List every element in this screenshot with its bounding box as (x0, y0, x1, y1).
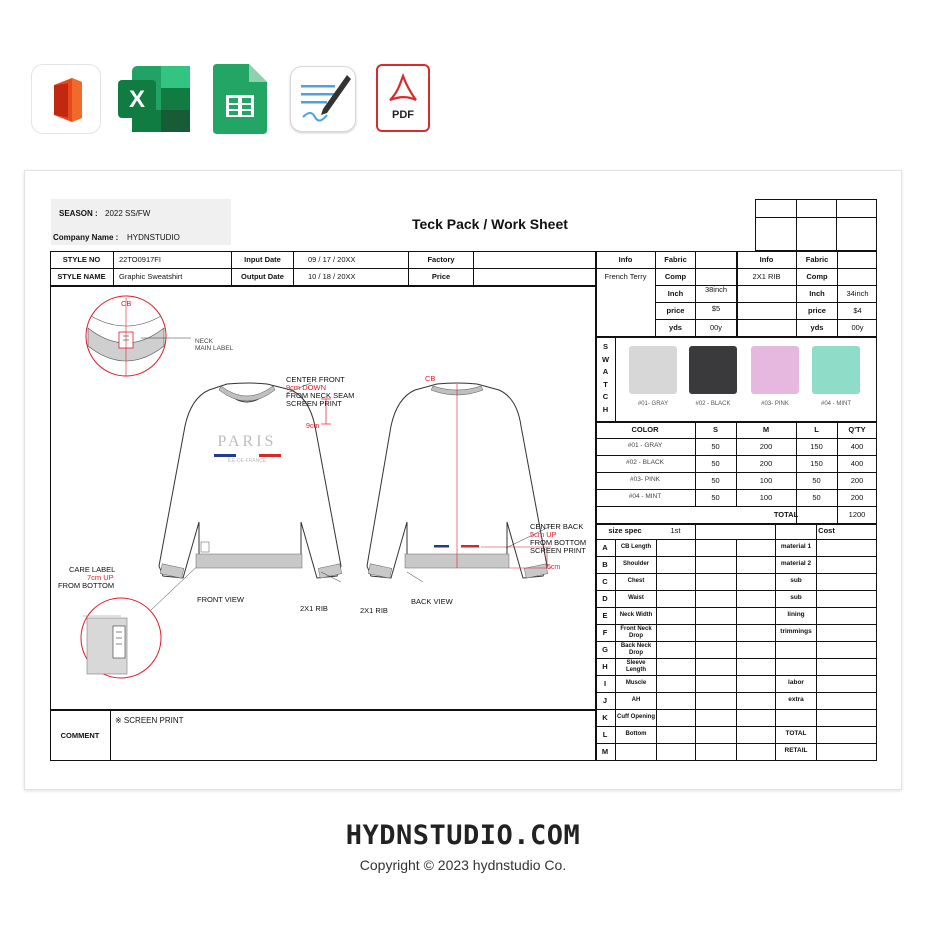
color-table-cell[interactable]: 50 (812, 475, 821, 485)
color-table-header: M (762, 424, 770, 434)
center-front-down: 9cm DOWN (286, 383, 326, 392)
fabric2-price-label: price (808, 305, 826, 315)
garment-drawing (51, 286, 595, 708)
size-spec-name: Front Neck Drop (620, 626, 652, 639)
notes-pen-icon (290, 66, 356, 132)
style-name-label: STYLE NAME (57, 271, 106, 281)
paris-sub-print: ÎLE-DE-FRANCE (227, 458, 267, 464)
tech-pack-sheet (24, 170, 902, 790)
fabric1-price-label: price (666, 305, 685, 315)
back-view-sweatshirt (321, 383, 551, 582)
color-table-cell[interactable]: #04 - MINT (628, 493, 662, 501)
cost-row-label (776, 641, 816, 658)
rib-front-label: 2X1 RIB (300, 604, 328, 613)
color-table-cell[interactable]: 200 (759, 441, 773, 451)
swatch-2 (689, 346, 737, 394)
fabric1-yds-value[interactable]: 00y (709, 322, 723, 332)
color-table-cell[interactable]: 200 (759, 458, 773, 468)
factory-label: Factory (427, 254, 455, 264)
color-table-cell[interactable]: 400 (850, 441, 864, 451)
screen-print-front: SCREEN PRINT (286, 399, 342, 408)
excel-icon (118, 64, 188, 134)
cb-back-label: CB (425, 374, 436, 383)
size-spec-name: Chest (627, 578, 645, 585)
cost-header: Cost (818, 526, 835, 536)
size-spec-name: Bottom (625, 731, 647, 738)
care-label-label: CARE LABEL (69, 565, 116, 574)
footer-domain[interactable]: HYDNSTUDIO.COM (345, 820, 581, 851)
sheet-title: Teck Pack / Work Sheet (412, 216, 568, 232)
fabric1-yds-label: yds (669, 322, 682, 332)
cost-row-label: sub (790, 594, 802, 602)
size-spec-name: Cuff Opening (617, 714, 655, 721)
color-table-header: S (712, 424, 718, 434)
office-icon (31, 64, 101, 134)
swatch-1 (629, 346, 677, 394)
size-spec-letter: E (602, 610, 608, 620)
main-label: MAIN LABEL (195, 345, 234, 352)
front-view-label: FRONT VIEW (197, 595, 244, 604)
color-table-cell[interactable]: 200 (850, 492, 864, 502)
care-label-up: 7cm UP (87, 573, 114, 582)
output-date-value[interactable]: 10 / 18 / 20XX (308, 271, 356, 281)
color-table-cell[interactable]: 100 (759, 475, 773, 485)
swatch-letter: T (603, 379, 608, 389)
size-spec-letter: K (602, 712, 608, 722)
color-table-cell[interactable]: #03- PINK (630, 476, 660, 484)
color-total-value[interactable]: 1200 (848, 509, 866, 519)
color-table-cell[interactable]: 400 (850, 458, 864, 468)
swatch-3 (751, 346, 799, 394)
style-no-value[interactable]: 22TO0917FI (119, 254, 161, 264)
color-table-cell[interactable]: #02 - BLACK (626, 459, 664, 467)
comment-label: COMMENT (60, 730, 100, 740)
swatch-name: #03- PINK (761, 401, 789, 407)
comment-value[interactable]: ※ SCREEN PRINT (115, 716, 184, 725)
output-date-label: Output Date (241, 271, 284, 281)
size-spec-letter: C (602, 576, 608, 586)
approval-box-2[interactable] (796, 199, 837, 251)
center-back-label: CENTER BACK (530, 522, 584, 531)
fabric1-info-label: Info (618, 254, 633, 264)
size-spec-letter: B (602, 559, 608, 569)
front-view-sweatshirt (159, 383, 342, 578)
svg-text:X: X (128, 86, 146, 113)
rib-back-label: 2X1 RIB (360, 606, 388, 615)
season-label: SEASON : (59, 209, 98, 218)
size-spec-letter: H (602, 661, 608, 671)
size-spec-name: Back Neck Drop (620, 643, 652, 656)
fabric2-yds-value[interactable]: 00y (851, 322, 864, 332)
cost-row-label: TOTAL (785, 730, 807, 738)
from-neck-seam: FROM NECK SEAM (286, 391, 355, 400)
fabric2-yds-label: yds (810, 322, 824, 332)
fabric2-info-value[interactable]: 2X1 RIB (752, 271, 781, 281)
color-table-cell[interactable]: 100 (759, 492, 773, 502)
fabric2-fabric-label: Fabric (805, 254, 829, 264)
size-spec-first: 1st (670, 526, 681, 536)
fabric2-price-value[interactable]: $4 (853, 305, 862, 315)
color-table-cell[interactable]: 200 (850, 475, 864, 485)
fabric2-comp-label: Comp (806, 271, 828, 281)
color-table-header: COLOR (631, 424, 659, 434)
price-label: Price (431, 271, 451, 281)
swatch-letter: A (602, 367, 609, 376)
size-spec-letter: J (602, 695, 608, 705)
center-front-label: CENTER FRONT (286, 375, 345, 384)
cost-row-label: sub (790, 577, 802, 585)
color-total-label: TOTAL (773, 509, 799, 519)
color-table-cell[interactable]: 50 (711, 475, 720, 485)
pdf-label: PDF (392, 109, 414, 121)
color-table-cell[interactable]: 150 (810, 458, 823, 468)
swatch-letter: H (602, 404, 609, 414)
size-spec-name: AH (631, 697, 641, 704)
size-spec-letter: I (603, 678, 607, 688)
swatch-name: #01- GRAY (637, 401, 669, 407)
size-spec-header: size spec (608, 526, 642, 536)
swatch-letter: W (601, 354, 610, 364)
cost-row-label (776, 709, 816, 726)
swatch-letter: S (602, 342, 608, 351)
fabric2-inch-label: Inch (809, 288, 825, 298)
cost-row-label: trimmings (780, 628, 812, 636)
dim-5cm: 5cm (547, 564, 561, 571)
cb-neck-label: CB (121, 299, 132, 308)
approval-box-1[interactable] (755, 199, 797, 251)
size-spec-letter: A (602, 542, 608, 552)
size-spec-letter: G (602, 644, 608, 654)
print-blue-stripe (214, 454, 236, 457)
price-value[interactable] (474, 268, 595, 285)
style-name-value[interactable]: Graphic Sweatshirt (119, 271, 183, 281)
fabric2-inch-value[interactable]: 34inch (846, 288, 869, 298)
size-spec-letter: M (601, 746, 609, 756)
swatch-name: #04 - MINT (820, 401, 851, 407)
swatch-name: #02 - BLACK (695, 401, 731, 407)
color-table-cell[interactable]: 50 (711, 458, 720, 468)
swatch-vertical-label (596, 341, 615, 416)
neck-detail-circle (86, 296, 191, 376)
size-spec-name: CB Length (620, 544, 652, 551)
factory-value[interactable] (474, 251, 595, 268)
size-spec-name: Muscle (625, 680, 647, 687)
care-from-bottom: FROM BOTTOM (58, 581, 115, 590)
color-table-cell[interactable]: #01 - GRAY (627, 442, 663, 450)
color-table-header: L (814, 424, 819, 434)
approval-box-3[interactable] (836, 199, 877, 251)
cost-row-label: lining (787, 611, 805, 619)
center-back-up: 5cm UP (530, 530, 557, 539)
color-table-cell[interactable]: 50 (711, 492, 720, 502)
print-red-stripe (259, 454, 281, 457)
input-date-value[interactable]: 09 / 17 / 20XX (308, 254, 356, 264)
center-back-screen-print: SCREEN PRINT (530, 546, 586, 555)
neck-label: NECK (195, 338, 214, 345)
season-value: 2022 SS/FW (105, 209, 151, 218)
size-spec-letter: L (602, 729, 608, 739)
fabric1-inch-label: Inch (667, 288, 684, 298)
input-date-label: Input Date (244, 254, 281, 264)
footer-copyright: Copyright © 2023 hydnstudio Co. (359, 857, 567, 873)
company-label: Company Name : (53, 233, 119, 242)
size-spec-name (616, 743, 656, 760)
color-table-cell[interactable]: 150 (810, 441, 823, 451)
back-view-label: BACK VIEW (411, 597, 453, 606)
fabric1-inch-value[interactable]: 38inch (704, 285, 728, 295)
size-spec-letter: D (602, 593, 608, 603)
cost-row-label: RETAIL (784, 747, 808, 755)
size-spec-letter: F (602, 627, 608, 637)
color-table-cell[interactable]: 50 (812, 492, 821, 502)
color-table-header: Q'TY (848, 424, 866, 434)
paris-print: PARIS (217, 433, 277, 450)
cost-row-label: material 2 (780, 560, 812, 568)
cost-row-label: material 1 (780, 543, 812, 551)
size-spec-name: Shoulder (622, 561, 649, 568)
size-spec-name: Waist (628, 595, 644, 602)
center-back-from-bottom: FROM BOTTOM (530, 538, 587, 547)
company-value: HYDNSTUDIO (127, 233, 180, 242)
cost-row-label (776, 658, 816, 675)
fabric1-fabric-label: Fabric (664, 254, 687, 264)
swatch-letter: C (602, 392, 609, 401)
cost-row-label: extra (788, 696, 804, 704)
fabric1-info-value[interactable]: French Terry (604, 271, 647, 281)
pdf-icon (376, 64, 430, 132)
size-spec-name: Sleeve Length (626, 660, 646, 673)
cost-row-label: labor (788, 679, 804, 687)
fabric1-comp-label: Comp (664, 271, 687, 281)
swatch-4 (812, 346, 860, 394)
style-no-label: STYLE NO (62, 254, 101, 264)
fabric1-price-value[interactable]: $5 (711, 304, 721, 314)
google-sheets-icon (213, 64, 267, 134)
size-spec-name: Neck Width (619, 612, 653, 619)
fabric2-info-label: Info (759, 254, 774, 264)
dim-9cm: 9cm (306, 423, 320, 430)
color-table-cell[interactable]: 50 (711, 441, 720, 451)
